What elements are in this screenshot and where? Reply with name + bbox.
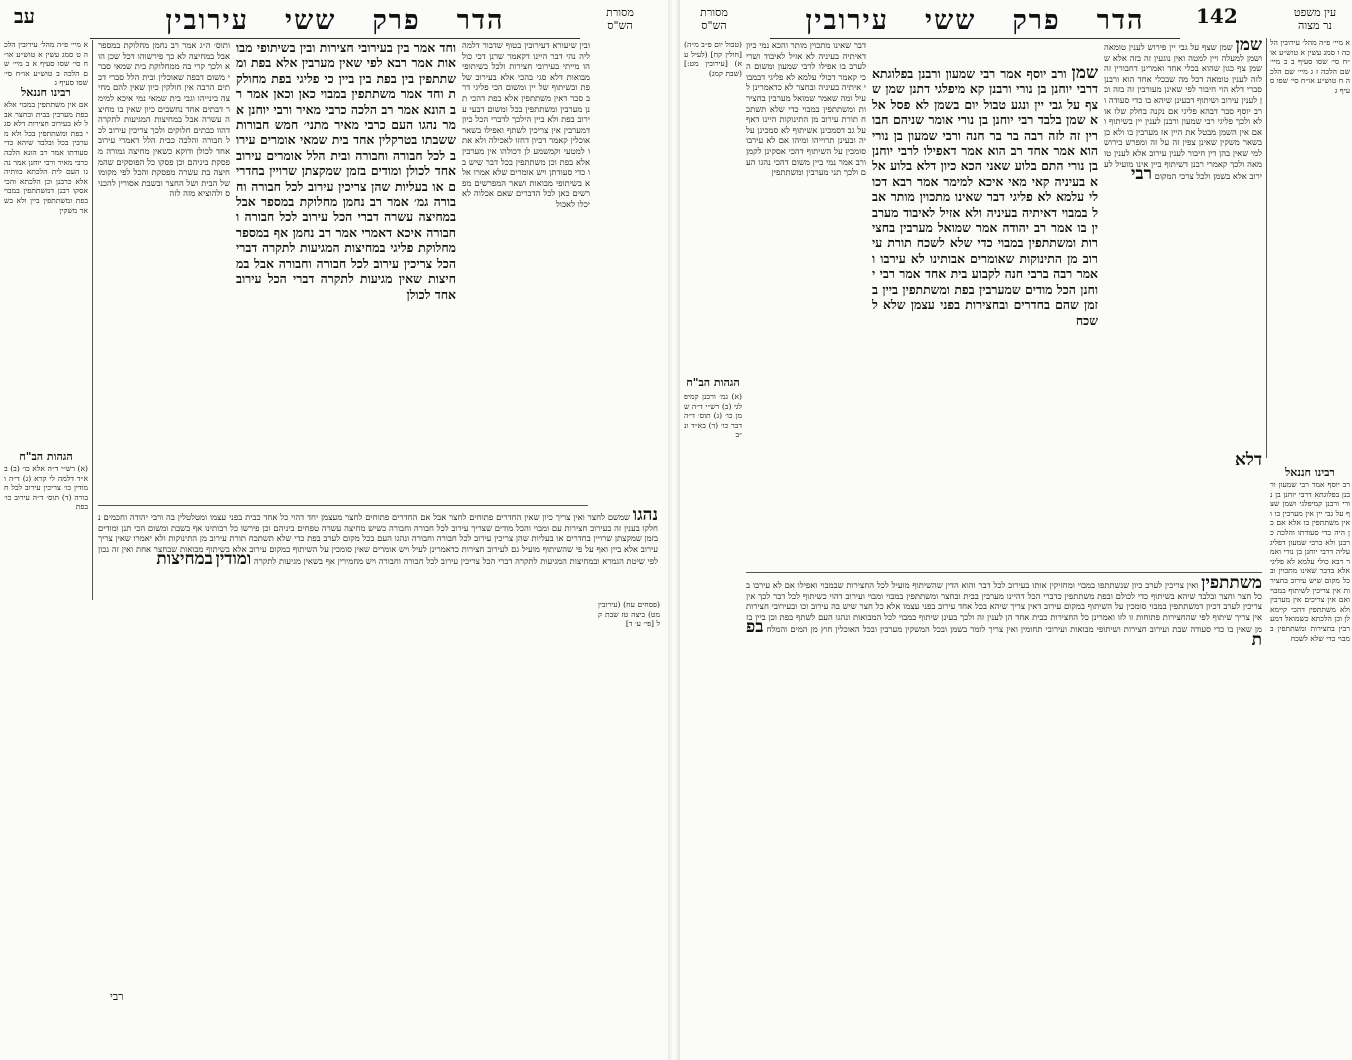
margin-ein-mishpat-text: א מיי׳ פ״ה מהל׳ עירובין הלכה ו סמג עשין א טוש״ע או״ח סי׳ שסו סעיף ב ב מיי׳ שם הלכה ז ג מיי׳ שם הלכה ח טוש״ע או״ח סי׳ שפו סעיף ג — [1270, 38, 1350, 95]
right-page — [680, 0, 1352, 1060]
rashi-column — [1104, 35, 1262, 450]
running-header — [90, 2, 580, 39]
tosafot-column: ותוס׳ ה״ג אמר רב נחמן מחלוקת במספר אבל במחיצה לא כך פירשוהו דכל שכן הוא ולכך קרי בה ממחלוקת בית שמאי סברי משום דבפה שאוכלין ובית הלל סברי דבתים הרבה אין חולקין כיון שאין להם מחיצה בינייהו וגבי בית שמאי נמי איכא למימר דבתים אחד נחשבים כיון שאין בו מחיצה עשרה אבל במחיצות המגיעות לתקרה דהוו כבתים חלוקים ולכך צריכין עירוב לכל חבורה והלכה כבית הלל דאמרי עירוב אחד לכולן ודוקא כשאין מחיצה גמורה מפסקת ביניהם וכן פסקו כל הפוסקים שהמחיצה בת עשרה מפסקת והכל לפי מקומו של הבית ושל החצר ובשבת אסורין להכניס ולהוציא מזה לזה — [98, 40, 230, 199]
book-gutter — [668, 0, 680, 1060]
header-chapter-word: פרק — [1012, 4, 1061, 36]
header-tractate: עירובין — [805, 4, 890, 36]
rabbeinu-chananel-text: אם אין משתתפין במבוי אלא בפת מערבין בבית ובחצר אבל לא בעירוב חצירות דלא סגי בפת ומשתתפין בכל ולא מערבין בכל ובלבד שיהא כדי סעודתו אמר רב הונא הלכה כרבי מאיר ורבי יוחנן אמר נהגו העם לית הלכתא כוותיה אלא כרבנן וכן הלכתא והכי אסקו רבנן דמשתתפין במבוי בפת ומשתתפין ביין ולא בשאר משקין — [4, 100, 88, 215]
header-chapter-number: ששי — [925, 4, 977, 36]
header-page-word: הדר — [456, 4, 505, 36]
bottom-commentary-text: שמשם לחצר ואין צריך כיון שאין החדרים פתוחים לחצר אבל אם החדרים פתוחים לחצר מעצמן יחד דהוי כל אחד כבית בפני עצמו ומטלטלין בה ורבי יהודה וחכמים נחלקו בענין זה בעירוב חצירות עם ומבוי והכל מודים שצריך עירוב לכל חבורה וחבורה כשיש מחיצה עשרה טפחים ביניהם וכן פירשו כל רבותינו אף בשבת ומשום הכי תנן ומודים בזמן שמקצתן שרויין בחדרים או בעליות שהן צריכין עירוב לכל חבורה וחבורה ונהגו העם בכל מקום לערב בפת כדי שלא תשתכח תורת עירוב מן התינוקות ולא יאמרו שאין צריך עירוב אלא ביין ואף על פי שהשיתוף מועיל גם לעירוב חצירות כדאמרינן לעיל ויש אומרים שאין סומכין על השיתוף במקום עירוב אלא בשיתוף מבואות שבחצר אחת ואין זה נכון לפי שיטת הגמרא ובמחיצות המגיעות לתקרה דברי הכל צריכין עירוב לכל חבורה וחבורה ויש מחמירין אף בשאין מגיעות לתקרה — [98, 512, 658, 566]
bottom-commentary — [98, 505, 658, 980]
hagahot-heading: הגהות הב"ח — [686, 376, 740, 389]
hagahot-text: (א) רש״י ד״ה אלא כו׳ (ב) בא״ד דלמה לי קרא (ג) ד״ה ומודין כו׳ צריכין עירוב לכל חבורה (ד) תוס׳ ד״ה עירוב כו׳ בפת — [4, 464, 88, 512]
header-page-word: הדר — [1096, 4, 1145, 36]
rabbeinu-heading: רבינו חננאל — [1285, 466, 1335, 479]
header-chapter-number: ששי — [285, 4, 337, 36]
section-rule — [746, 572, 1262, 573]
gemara-text: ורב יוסף אמר רבי שמעון ורבנן בפלוגתא דרבי יוחנן בן נורי ורבנן קא מיפלגי דתנן שמן שצף על גבי יין ונגע טבול יום בשמן לא פסל אלא שמן בלבד רבי יוחנן בן נורי אומר שניהם חבורין זה לזה רבה בר בר חנה ורבי שמעון בן נורי הוא אמר אחד רב הוא אמר דאפילו לרבי יוחנן בן נורי התם בלוע שאני הכא כיון דלא בלוע אלא בעיניה קאי מאי איכא למימר אמר רבא דכולי עלמא לא פליגי דבר שאינו מתכוין מותר אבל במבוי דאיתיה בעיניה ולא אזיל לאיבוד מערבין בו אמר רב יהודה אמר שמואל מערבין בחצירות ומשתתפין במבוי כדי שלא לשכח תורת עירוב מן התינוקות שאומרים אבותינו לא עירבו ואמר רבה ברבי חנה לקבוע בית אחד אמר רבי יוחנן הכל מודים שמערבין בפת ומשתתפין ביין בזמן שהם בחדרים ובחצירות בפני עצמן שלא לשכח — [872, 66, 1098, 328]
bottom-commentary — [746, 573, 1262, 1048]
margin-ein-mishpat-text: א מיי׳ פ״ה מהל׳ עירובין הלכה ט סמג עשין א טוש״ע או״ח סי׳ שסו סעיף א ב מיי׳ שם הלכה ב טוש״ע או״ח סי׳ שסו סעיף ג — [4, 40, 88, 88]
margin-rule — [1266, 38, 1267, 458]
header-chapter-word: פרק — [372, 4, 421, 36]
catchword: רבי — [110, 990, 124, 1003]
folio-label: עב — [14, 4, 35, 28]
bottom-opener-1: משתתפין — [1201, 573, 1262, 593]
rashi-text: שמן שצף על גבי יין פירוש לענין טומאה ושמן למעלה ויין למטה ואין נוגעין זה בזה אלא ששמן צף כגון שהוא בכלי אחד ואמרינן דחבורין זה לזה לענין טומאה דכל מה שבכלי אחד הוא ורבנן סברי דלא הוי חיבור לפי שאינן מעורבין זה בזה וכן לענין עירוב ושיתוף דבעינן שיהא בו כדי סעודה ורב יוסף סבר דבהא פליגי אם נקנה בחלק שלו או לא ולכך פליגי רבי שמעון ורבנן לענין יין בשיתוף ואם אין השמן מבטל את היין אז מערבין בו ולא כן בשאר משקין שאינן צפין זה על זה ומפרש בירושלמי שאין בהן דין חיבור לענין עירוב אלא לענין טומאה ולכך קאמרי רבנן דשיתוף ביין אינו מועיל לעירוב אלא בשמן ולכל צרכי המקום — [1104, 42, 1262, 182]
gemara-opener-1: שמן — [1071, 63, 1098, 83]
bottom-opener-1: נהגו — [632, 505, 658, 525]
bottom-commentary-text: ואין צריכין לערב כיון שנשתתפו במבוי ומחזיקין אותו בעירוב לכל דבר והוא הדין שהשיתוף מועיל לכל החצירות שבמבוי ואפילו אם לא עירבו בכל חצר וחצר ובלבד שיהא בשיתוף כדי לכולם ובפת משתתפין כדברי הכל דהיינו מערבין בבית ובחצר ומשתתפין במבוי ומבוי ועירוב דהוי כשיתוף לכל דבר לכך אין צריכין לערב דכיון דמשתתפין במבוי סומכין על השיתוף במקום עירוב דאין צריך שיהא בכל אחד עירוב בפני עצמו אלא כל חצר שיש בה עירוב וכו ובעירובי חצירות אין צריך שיתוף לפי שהחצירות פתוחות זו לזו ואמרינן כל החצירות כבית אחד הן לענין זה ולכך בעינן שיתוף במבוי לכל המבואות ונהגו העם לשתף בפת וכן ביין בזמן שאין בו כדי סעודה שבת ועירוב חצירות ושיתופי מבואות ועירובי תחומין ואין צריך לומר בשמן ובכל המשקין מערבין ובכל האוכלין חוץ מן המים והמלח — [746, 580, 1262, 634]
header-tractate: עירובין — [165, 4, 250, 36]
rabbeinu-heading: רבינו חננאל — [21, 86, 71, 99]
tosafot-column: דבר שאינו מתכוין מותר והכא נמי כיון דאיתיה בעיניה לא אזיל לאיבוד ושרי לערב בו אפילו לרבי שמעון ומשום הכי קאמר דכולי עלמא לא פליגי דבמבוי איתיה בעיניה ובחצר לא כדאמרינן לעיל ומה שאמר שמואל מערבין בחצירות ומשתתפין במבוי כדי שלא תשתכח תורת עירוב מן התינוקות היינו דאף על גב דסמכינן אשיתוף לא סמכינן עליה ובעינן תרוייהו ומיהו אם לא עירבו סומכין על השיתוף דהכי אסקינן לקמן ורב אמר נמי ביין משום דהכי נהגו העם ולכך תני מערבין ומשתתפין — [746, 40, 866, 178]
masoret-notes: (טבול יום פ״ב מ״ה) [חולין קח] (לעיל עא) [עירובין מט:] (שבת קמג) — [684, 40, 742, 78]
rashi-opener-3: דלא — [1234, 450, 1262, 470]
bottom-opener-2: בפת — [746, 617, 1262, 650]
rabbeinu-chananel-text: רב יוסף אמר רבי שמעון ורבנן בפלוגתא דרבי יוחנן בן נורי ורבנן קמיפלגי ושמן שצף על גבי יין אין מערבין בו ואין משתתפין בו אלא אם כן היה כדי סעודתו והלכה כרבנן ולא כרבי שמעון דפליג עליה דרבי יוחנן בן נורי ואמר רבא כולי עלמא לא פליגי אלא בדבר שאינו מתכוין ובכל מקום שיש עירוב בחצירות אין צריכין לשיתוף במבוי ואם אין צריכים אין מערבין ולא משתתפין דהכי קיימא לן וכן הלכתא כשמואל דמערבין בחצירות ומשתתפין במבוי כדי שלא לשכח — [1270, 480, 1350, 643]
ein-mishpat-label: עין משפט נר מצוה — [1293, 6, 1337, 32]
bottom-opener-2: ומודין — [215, 549, 252, 569]
hagahot-text: (א) גמ׳ ורבנן קמיפלגי (ב) רש״י ד״ה שמן כו׳ (ג) תוס׳ ד״ה דבר כו׳ (ד) בא״ד ונ״ב — [684, 392, 742, 440]
masoret-label: מסורת הש"ס — [606, 6, 634, 32]
rashi-opener: שמן — [1235, 35, 1262, 55]
rashi-opener-2: רבי — [1130, 164, 1152, 185]
masoret-label: מסורת הש"ס — [700, 6, 728, 32]
gemara-main-text: וחד אמר בין בעירובי חצירות ובין בשיתופי מבואות אמר רבא לפי שאין מערבין אלא בפת ומשתתפין בין בפת בין ביין כי פליגי בפת מחולקת וחד אמר משתתפין במבוי כאן וכאן אמר רב הונא אמר רב הלכה כרבי מאיר ורבי יוחנן אמר נהגו העם כרבי מאיר מתני׳ חמש חבורות ששבתו בטרקלין אחד בית שמאי אומרים עירוב לכל חבורה וחבורה ובית הלל אומרים עירוב אחד לכולן ומודים בזמן שמקצתן שרויין בחדרים או בעליות שהן צריכין עירוב לכל חבורה וחבורה גמ׳ אמר רב נחמן מחלוקת במספר אבל במחיצה עשרה דברי הכל עירוב לכל חבורה וחבורה איכא דאמרי אמר רב נחמן אף במספר מחלוקת פליגי במחיצות המגיעות לתקרה דברי הכל צריכין עירוב לכל חבורה וחבורה אבל במחיצות שאין מגיעות לתקרה דברי הכל עירוב אחד לכולן — [235, 40, 456, 302]
left-page — [0, 0, 668, 1060]
rashi-continuation — [1104, 450, 1262, 570]
page-number: 142 — [1196, 4, 1238, 28]
section-rule — [98, 505, 588, 506]
rashi-column: ובין שיעורא דעירובין בטוף שדבור דלמה ליה נהי דבר היינו דקאמר שרנן דכי כולהו מייתי בעירובי חצירות ולכל בשיתופי מבואות דלא סגי בהכי אלא בעירוב של פת ובשיתוף של יין ומשום הכי פליגי דרב סבר דאין משתתפין אלא בפת דהכי תנן מערבין ומשתתפין בכל ומשום דבעי עירוב בפת ולא ביין הילכך לדברי הכל כיון דמערבין אין צריכין לשתף ואפילו בשאר אוכלין קאמר דכיון דחזו לאכילה ולא אתו למטעי וקמשמע לן דכולהו אין מערבין אלא בפת וכן משתתפין בכל דבר שיש בו כדי סעודתן ויש אומרים שלא אמרו אלא בשיתופי מבואות ושאר המפרשים מפרשים כאן לכל הדברים שאם אכלוה לא יכלו לאכול — [461, 40, 590, 209]
hagahot-heading: הגהות הב"ח — [19, 450, 73, 463]
masoret-notes: (פסחים עח) (עירובין מט) ביצה טז שבת קל [פי׳ ע׳ ד] — [598, 600, 660, 629]
running-header — [770, 2, 1180, 39]
margin-rule — [92, 40, 93, 600]
bottom-opener-3: במחיצות — [156, 549, 213, 569]
gemara-main-text — [872, 63, 1098, 566]
